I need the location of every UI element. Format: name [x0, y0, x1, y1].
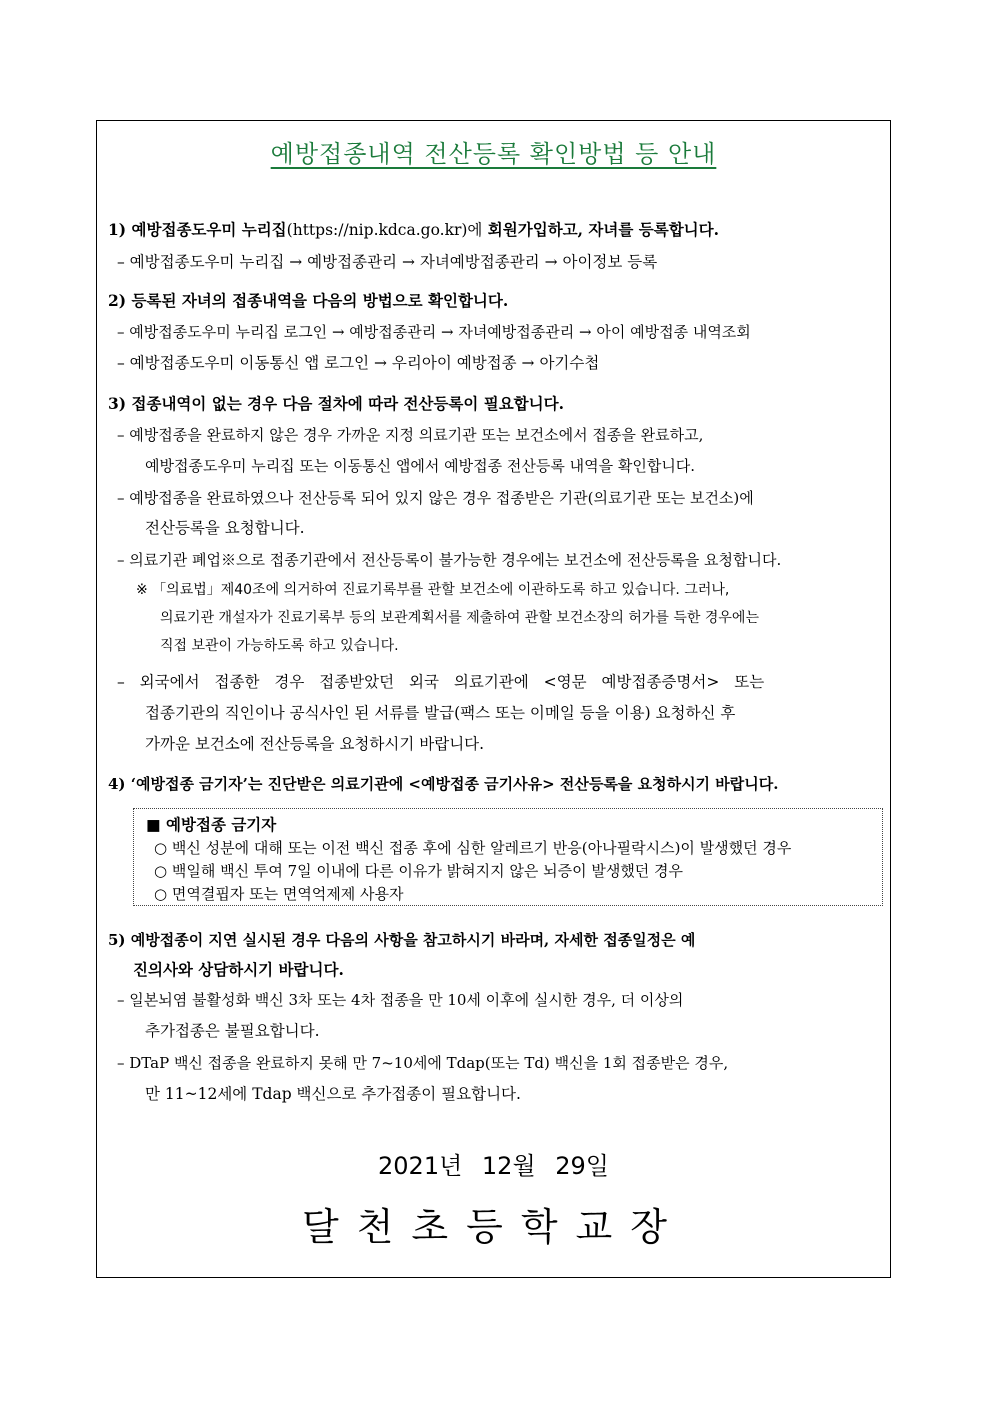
section-1-line: – 예방접종도우미 누리집 → 예방접종관리 → 자녀예방접종관리 → 아이정보 등록 [117, 253, 658, 271]
section-3-heading: 3) 접종내역이 없는 경우 다음 절차에 따라 전산등록이 필요합니다. [108, 394, 564, 413]
section-1-heading: 1) 예방접종도우미 누리집(https://nip.kdca.go.kr)에 회원가입하고, 자녀를 등록합니다. [108, 220, 720, 239]
section-3-p3: – 의료기관 폐업※으로 접종기관에서 전산등록이 불가능한 경우에는 보건소에 전산등록을 요청합니다. [117, 551, 782, 569]
school-principal-signature: 달천초등학교장 [302, 1205, 685, 1249]
section-3-p2a: – 예방접종을 완료하였으나 전산등록 되어 있지 않은 경우 접종받은 기관(의료기관 또는 보건소)에 [117, 489, 754, 507]
section-2-line-1: – 예방접종도우미 누리집 로그인 → 예방접종관리 → 자녀예방접종관리 → 아이 예방접종 내역조회 [117, 323, 751, 341]
section-3-p4a: – 외국에서 접종한 경우 접종받았던 외국 의료기관에 <영문 예방접종증명서> 또는 [117, 673, 765, 691]
section-3-p1b: 예방접종도우미 누리집 또는 이동통신 앱에서 예방접종 전산등록 내역을 확인합니다. [145, 457, 696, 475]
section-5-p1b: 추가접종은 불필요합니다. [145, 1022, 320, 1040]
section-3-p4b: 접종기관의 직인이나 공식사인 된 서류를 발급(팩스 또는 이메일 등을 이용) 요청하신 후 [145, 704, 736, 722]
page-title: 예방접종내역 전산등록 확인방법 등 안내 [270, 140, 717, 168]
section-2-heading: 2) 등록된 자녀의 접종내역을 다음의 방법으로 확인합니다. [108, 291, 509, 310]
section-5-p2b: 만 11~12세에 Tdap 백신으로 추가접종이 필요합니다. [145, 1085, 521, 1103]
box-title: ■ 예방접종 금기자 [146, 815, 277, 834]
issue-date: 2021년 12월 29일 [378, 1152, 609, 1180]
section-3-p4c: 가까운 보건소에 전산등록을 요청하시기 바랍니다. [145, 735, 485, 753]
section-3-p2b: 전산등록을 요청합니다. [145, 519, 305, 537]
section-3-note-2: 의료기관 개설자가 진료기록부 등의 보관계획서를 제출하여 관할 보건소장의 허가를 득한 경우에는 [160, 610, 759, 626]
section-2-line-2: – 예방접종도우미 이동통신 앱 로그인 → 우리아이 예방접종 → 아기수첩 [117, 354, 600, 372]
section-3-note-1: ※ 「의료법」제40조에 의거하여 진료기록부를 관할 보건소에 이관하도록 하고 있습니다. 그러나, [136, 582, 730, 598]
section-3-note-3: 직접 보관이 가능하도록 하고 있습니다. [160, 638, 399, 654]
section-5-heading-1: 5) 예방접종이 지연 실시된 경우 다음의 사항을 참고하시기 바라며, 자세한 접종일정은 예 [108, 931, 696, 949]
box-item-3: ○ 면역결핍자 또는 면역억제제 사용자 [154, 885, 404, 903]
box-item-2: ○ 백일해 백신 투여 7일 이내에 다른 이유가 밝혀지지 않은 뇌증이 발생했던 경우 [154, 862, 684, 880]
section-5-p1a: – 일본뇌염 불활성화 백신 3차 또는 4차 접종을 만 10세 이후에 실시한 경우, 더 이상의 [117, 991, 684, 1009]
section-4-heading: 4) ‘예방접종 금기자’는 진단받은 의료기관에 <예방접종 금기사유> 전산등록을 요청하시기 바랍니다. [108, 775, 779, 793]
section-5-p2a: – DTaP 백신 접종을 완료하지 못해 만 7~10세에 Tdap(또는 Td) 백신을 1회 접종받은 경우, [117, 1054, 729, 1072]
section-5-heading-2: 진의사와 상담하시기 바랍니다. [133, 960, 344, 979]
section-3-p1a: – 예방접종을 완료하지 않은 경우 가까운 지정 의료기관 또는 보건소에서 접종을 완료하고, [117, 426, 704, 444]
box-item-1: ○ 백신 성분에 대해 또는 이전 백신 접종 후에 심한 알레르기 반응(아나필락시스)이 발생했던 경우 [154, 839, 792, 857]
